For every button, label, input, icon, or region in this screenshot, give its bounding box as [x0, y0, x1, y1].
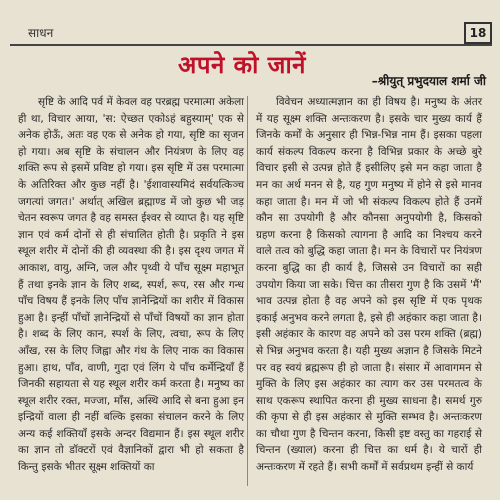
page-number: 18: [464, 22, 492, 44]
column-left-text: सृष्टि के आदि पर्व में केवल वह परब्रह्म परमात्मा अकेला ही था, विचार आया, 'स: ऐच्छत एकोऽहं बहुस्याम्' एक से अनेक होऊँ, अतः वह एक से अनेक हो गया, सृष्टि का सृजन हो गया। अब सृष्टि के संचालन और नियंत्रण के लिए वह शक्ति रूप से इसमें प्रविष्ट हो गया। इस सृष्टि में उस परमात्मा के अतिरिक्त और कुछ नहीं है। 'ईशावास्यमिदं सर्वयत्किञ्च जगत्यां जगत।' अर्थात् अखिल ब्रह्माण्ड में जो कुछ भी जड़ चेतन स्वरूप जगत है वह समस्त ईश्वर से व्याप्त है। यह सृष्टि ज्ञान एवं कर्म दोनों से ही संचालित होती है। प्रकृति ने इस स्थूल शरीर में दोनों की ही व्यवस्था की है। इस दृश्य जगत में आकाश, वायु, अग्नि, जल और पृथ्वी ये पाँच सूक्ष्म महाभूत हैं तथा इनके ज्ञान के लिए शब्द, स्पर्श, रूप, रस और गन्ध पाँच विषय हैं इनके लिए पाँच ज्ञानेन्द्रियों का शरीर में विकास हुआ है। इन्हीं पाँचों ज्ञानेन्द्रियों से पाँचों विषयों का ज्ञान होता है। शब्द के लिए कान, स्पर्श के लिए, त्वचा, रूप के लिए आँख, रस के लिए जिह्वा और गंध के लिए नाक का विकास हुआ। हाथ, पाँव, वाणी, गुदा एवं लिंग ये पाँच कर्मेन्द्रियाँ हैं जिनकी सहायता से यह स्थूल शरीर कर्म करता है। मनुष्य का स्थूल शरीर रक्त, मज्जा, माँस, अस्थि आदि से बना हुआ इन इन्द्रियों वाला ही नहीं बल्कि इसका संचालन करने के लिए अन्य कई शक्तियाँ इसके अन्दर विद्यमान हैं। इस स्थूल शरीर का ज्ञान तो डॉक्टरों एवं वैज्ञानिकों द्वारा भी हो सकता है किन्तु इसके भीतर सूक्ष्म शक्तियों का: [18, 96, 244, 474]
column-divider: [247, 96, 248, 486]
column-right-text: विवेचन अध्यात्मज्ञान का ही विषय है। मनुष्य के अंतर में यह सूक्ष्म शक्ति अन्तःकरण है। इसके चार मुख्य कार्य हैं जिनके कर्मों के अनुसार ही भिन्न-भिन्न नाम हैं। इसका पहला कार्य संकल्प विकल्प करना है विभिन्न प्रकार के अच्छे बुरे विचार इसी से उत्पन्न होते हैं इसीलिए इसे मन कहा जाता है मन का अर्थ मनन से है, यह गुण मनुष्य में होने से इसे मानव कहा जाता है। मन में जो भी संकल्प विकल्प होते हैं उनमें कौन सा उपयोगी है और कौनसा अनुपयोगी है, किसको ग्रहण करना है किसको त्यागना है आदि का निश्चय करने वाले तत्व को बुद्धि कहा जाता है। मन के विचारों पर नियंत्रण करना बुद्धि का ही कार्य है, जिससे उन विचारों का सही उपयोग किया जा सके। चित्त का तीसरा गुण है कि उसमें 'मैं' भाव उत्पन्न होता है वह अपने को इस सृष्टि में एक पृथक इकाई अनुभव करने लगता है, इसे ही अहंकार कहा जाता है। इसी अहंकार के कारण वह अपने को उस परम शक्ति (ब्रह्म) से भिन्न अनुभव करता है। यही मुख्य अज्ञान है जिसके मिटने पर वह स्वयं ब्रह्मरूप ही हो जाता है। संसार में आवागमन से मुक्ति के लिए इस अहंकार का त्याग कर उस परमतत्व के साथ एकरूप स्थापित करना ही मुख्य साधना है। समर्थ गुरु की कृपा से ही इस अहंकार से मुक्ति सम्भव है। अन्तःकरण का चौथा गुण है चिन्तन करना, किसी इष्ट वस्तु का गहराई से चिन्तन (ख्याल) करना ही चित्त का धर्म है। ये चारों ही अन्तःकरण में रहते हैं। सभी कर्मों में सर्वप्रथम इन्हीं से कार्य: [256, 96, 482, 474]
section-name: साधन: [28, 26, 54, 40]
text-column-right: [256, 94, 482, 476]
text-column-left: [18, 94, 244, 476]
article-author: –श्रीयुत् प्रभुदयाल शर्मा जी: [371, 74, 486, 88]
article-title: अपने को जानें: [178, 50, 306, 79]
page-header: [10, 22, 492, 46]
